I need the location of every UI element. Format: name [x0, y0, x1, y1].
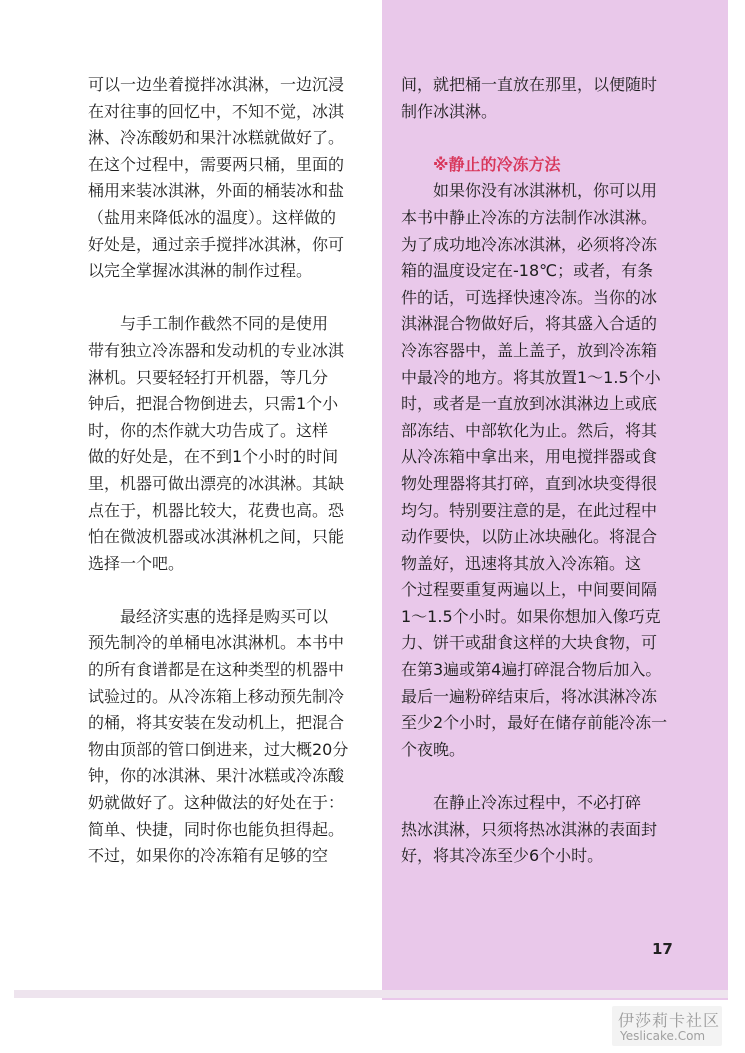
- right-column: [401, 72, 667, 870]
- text-line: 1～1.5个小时。如果你想加入像巧克: [401, 606, 661, 626]
- text-line: 可以一边坐着搅拌冰淇淋，一边沉浸: [88, 75, 345, 94]
- text-line: 与手工制作截然不同的是使用: [88, 314, 329, 334]
- text-line: 时，你的杰作就大功告成了。这样: [88, 420, 329, 440]
- text-line: 钟，你的冰淇淋、果汁冰糕或冷冻酸: [88, 766, 345, 786]
- text-line: 物盖好，迅速将其放入冷冻箱。这: [401, 553, 642, 573]
- text-line: 本书中静止冷冻的方法制作冰淇淋。: [401, 207, 658, 227]
- text-line: 制作冰淇淋。: [401, 101, 498, 121]
- watermark: [612, 1006, 722, 1048]
- text-line: 在静止冷冻过程中，不必打碎: [401, 793, 642, 813]
- text-line: 时，或者是一直放到冰淇淋边上或底: [401, 394, 658, 414]
- text-line: 均匀。特别要注意的是，在此过程中: [401, 500, 658, 520]
- text-line: 在第3遍或第4遍打碎混合物后加入。: [401, 660, 662, 680]
- paragraph-gap: [401, 125, 667, 152]
- paragraph-gap: [88, 285, 348, 312]
- text-line: 的所有食谱都是在这种类型的机器中: [88, 660, 345, 680]
- text-line: 个过程要重复两遍以上，中间要间隔: [401, 580, 658, 600]
- text-line: 箱的温度设定在-18℃；或者，有条: [401, 261, 654, 281]
- text-line: 力、饼干或甜食这样的大块食物，可: [401, 633, 658, 653]
- text-line: （盐用来降低冰的温度）。这样做的: [88, 207, 337, 227]
- text-line: 物由顶部的管口倒进来，过大概20分: [88, 739, 349, 759]
- text-line: 在对往事的回忆中，不知不觉，冰淇: [88, 101, 345, 121]
- text-line: 预先制冷的单桶电冰淇淋机。本书中: [88, 633, 345, 653]
- text-line: 点在于，机器比较大，花费也高。恐: [88, 500, 345, 520]
- text-line: 中最冷的地方。将其放置1～1.5个小: [401, 367, 661, 387]
- text-line: 怕在微波机器或冰淇淋机之间，只能: [88, 527, 345, 547]
- text-line: 选择一个吧。: [88, 553, 185, 573]
- left-column: [88, 72, 348, 870]
- text-line: 最经济实惠的选择是购买可以: [88, 606, 329, 626]
- right-margin: [728, 0, 745, 1000]
- section-heading: ※静止的冷冻方法: [401, 154, 561, 174]
- text-line: 动作要快，以防止冰块融化。将混合: [401, 527, 658, 547]
- text-line: 里，机器可做出漂亮的冰淇淋。其缺: [88, 473, 345, 493]
- text-line: 最后一遍粉碎结束后，将冰淇淋冷冻: [401, 686, 658, 706]
- text-line: 部冻结、中部软化为止。然后，将其: [401, 420, 658, 440]
- text-line: 冷冻容器中，盖上盖子，放到冷冻箱: [401, 340, 658, 360]
- page-bottom-edge: [14, 990, 728, 998]
- text-line: 不过，如果你的冷冻箱有足够的空: [88, 846, 329, 866]
- text-line: 以完全掌握冰淇淋的制作过程。: [88, 261, 313, 281]
- text-line: 做的好处是，在不到1个小时的时间: [88, 447, 339, 467]
- text-line: 热冰淇淋，只须将热冰淇淋的表面封: [401, 819, 658, 839]
- paragraph-gap: [88, 577, 348, 604]
- text-line: 在这个过程中，需要两只桶，里面的: [88, 154, 345, 174]
- watermark-url: Yeslicake.Com: [620, 1029, 706, 1043]
- text-line: 间，就把桶一直放在那里，以便随时: [401, 75, 658, 94]
- text-line: 奶就做好了。这种做法的好处在于：: [88, 793, 345, 813]
- text-line: 淋、冷冻酸奶和果汁冰糕就做好了。: [88, 128, 345, 148]
- text-line: 件的话，可选择快速冷冻。当你的冰: [401, 287, 658, 307]
- text-line: 淇淋混合物做好后，将其盛入合适的: [401, 314, 658, 334]
- text-line: 至少2个小时，最好在储存前能冷冻一: [401, 713, 668, 733]
- text-line: 桶用来装冰淇淋，外面的桶装冰和盐: [88, 181, 345, 201]
- text-line: 钟后，把混合物倒进去，只需1个小: [88, 394, 339, 414]
- text-line: 试验过的。从冷冻箱上移动预先制冷: [88, 686, 345, 706]
- text-line: 带有独立冷冻器和发动机的专业冰淇: [88, 340, 345, 360]
- text-line: 简单、快捷，同时你也能负担得起。: [88, 819, 345, 839]
- text-line: 为了成功地冷冻冰淇淋，必须将冷冻: [401, 234, 658, 254]
- text-line: 如果你没有冰淇淋机，你可以用: [401, 181, 658, 201]
- text-line: 的桶，将其安装在发动机上，把混合: [88, 713, 345, 733]
- page-number: 17: [652, 940, 673, 958]
- text-line: 好处是，通过亲手搅拌冰淇淋，你可: [88, 234, 345, 254]
- text-line: 淋机。只要轻轻打开机器，等几分: [88, 367, 329, 387]
- text-line: 物处理器将其打碎，直到冰块变得很: [401, 473, 658, 493]
- text-line: 从冷冻箱中拿出来，用电搅拌器或食: [401, 447, 658, 467]
- paragraph-gap: [401, 763, 667, 790]
- text-line: 个夜晚。: [401, 739, 466, 759]
- watermark-title: 伊莎莉卡社区: [618, 1011, 721, 1030]
- text-line: 好，将其冷冻至少6个小时。: [401, 846, 604, 866]
